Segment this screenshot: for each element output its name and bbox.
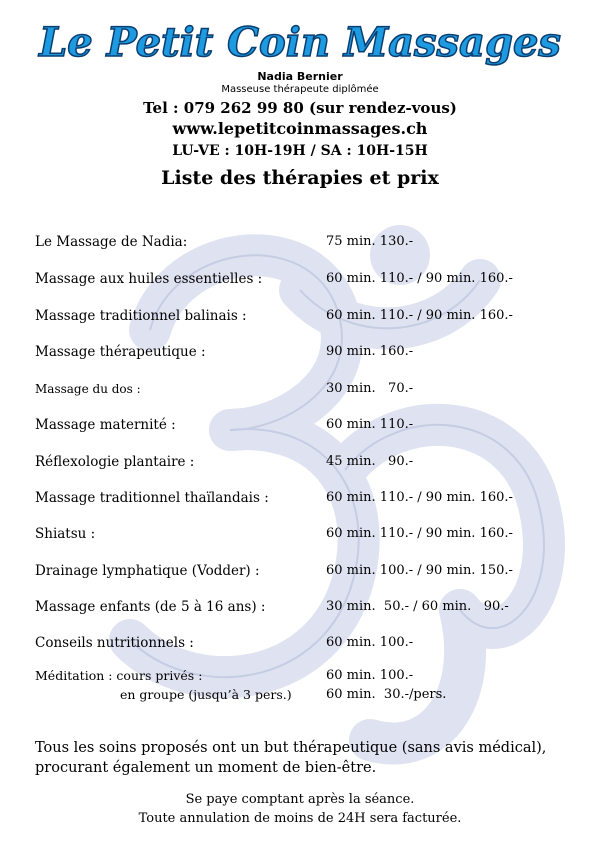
therapy-row (0, 524, 600, 544)
therapy-row (0, 597, 600, 617)
website-line: www.lepetitcoinmassages.ch (172, 119, 428, 138)
therapy-label: Conseils nutritionnels : (35, 635, 194, 651)
therapy-label: Massage traditionnel thaïlandais : (35, 490, 269, 506)
therapy-price: 60 min. 110.- (326, 417, 414, 432)
meditation-private-row (0, 667, 600, 685)
logo-text: Le Petit Coin Massages (39, 19, 561, 66)
payment-line: Se paye comptant après la séance. (185, 792, 415, 807)
meditation-group-row (0, 686, 600, 704)
therapy-row (0, 269, 600, 289)
meditation-group-price: 60 min. 30.-/pers. (326, 687, 447, 702)
therapeutic-notice (35, 738, 595, 778)
therapy-label: Massage du dos : (35, 382, 141, 396)
logo (0, 12, 600, 72)
therapy-label: Réflexologie plantaire : (35, 454, 195, 470)
therapy-row (0, 379, 600, 399)
therapy-row (0, 561, 600, 581)
therapy-row (0, 415, 600, 435)
therapist-subtitle: Masseuse thérapeute diplômée (221, 84, 379, 95)
therapy-label: Massage traditionnel balinais : (35, 308, 247, 324)
therapy-label: Le Massage de Nadia: (35, 234, 188, 250)
therapy-price: 30 min. 70.- (326, 381, 414, 396)
therapy-price: 60 min. 110.- / 90 min. 160.- (326, 271, 513, 286)
header (0, 70, 600, 191)
therapy-price: 60 min. 110.- / 90 min. 160.- (326, 490, 513, 505)
therapy-row (0, 342, 600, 362)
phone-line: Tel : 079 262 99 80 (sur rendez-vous) (143, 99, 457, 117)
therapy-label: Massage enfants (de 5 à 16 ans) : (35, 599, 266, 615)
therapy-row (0, 488, 600, 508)
meditation-group-label: en groupe (jusqu’à 3 pers.) (120, 687, 292, 702)
therapy-price: 60 min. 100.- (326, 635, 414, 650)
notice-line-1: Tous les soins proposés ont un but thérapeutique (sans avis médical), (35, 740, 547, 756)
therapy-row (0, 633, 600, 653)
therapy-price: 60 min. 110.- / 90 min. 160.- (326, 308, 513, 323)
therapy-price: 30 min. 50.- / 60 min. 90.- (326, 599, 509, 614)
therapy-price: 75 min. 130.- (326, 234, 414, 249)
opening-hours: LU-VE : 10H-19H / SA : 10H-15H (172, 143, 428, 159)
therapy-label: Massage thérapeutique : (35, 344, 206, 360)
therapy-price: 90 min. 160.- (326, 344, 414, 359)
therapy-row (0, 452, 600, 472)
meditation-private-price: 60 min. 100.- (326, 668, 414, 683)
therapy-price: 60 min. 110.- / 90 min. 160.- (326, 526, 513, 541)
therapy-row (0, 306, 600, 326)
notice-line-2: procurant également un moment de bien-être. (35, 760, 377, 776)
therapy-price: 60 min. 100.- / 90 min. 150.- (326, 563, 513, 578)
therapy-label: Massage aux huiles essentielles : (35, 271, 263, 287)
therapy-label: Shiatsu : (35, 526, 96, 542)
payment-notice (0, 790, 600, 828)
cancellation-line: Toute annulation de moins de 24H sera facturée. (138, 811, 462, 826)
meditation-private-label: Méditation : cours privés : (35, 668, 203, 683)
therapy-price: 45 min. 90.- (326, 454, 414, 469)
therapist-name: Nadia Bernier (257, 70, 343, 83)
therapy-row (0, 232, 600, 252)
therapy-label: Massage maternité : (35, 417, 176, 433)
list-title: Liste des thérapies et prix (161, 167, 439, 189)
therapy-label: Drainage lymphatique (Vodder) : (35, 563, 260, 579)
